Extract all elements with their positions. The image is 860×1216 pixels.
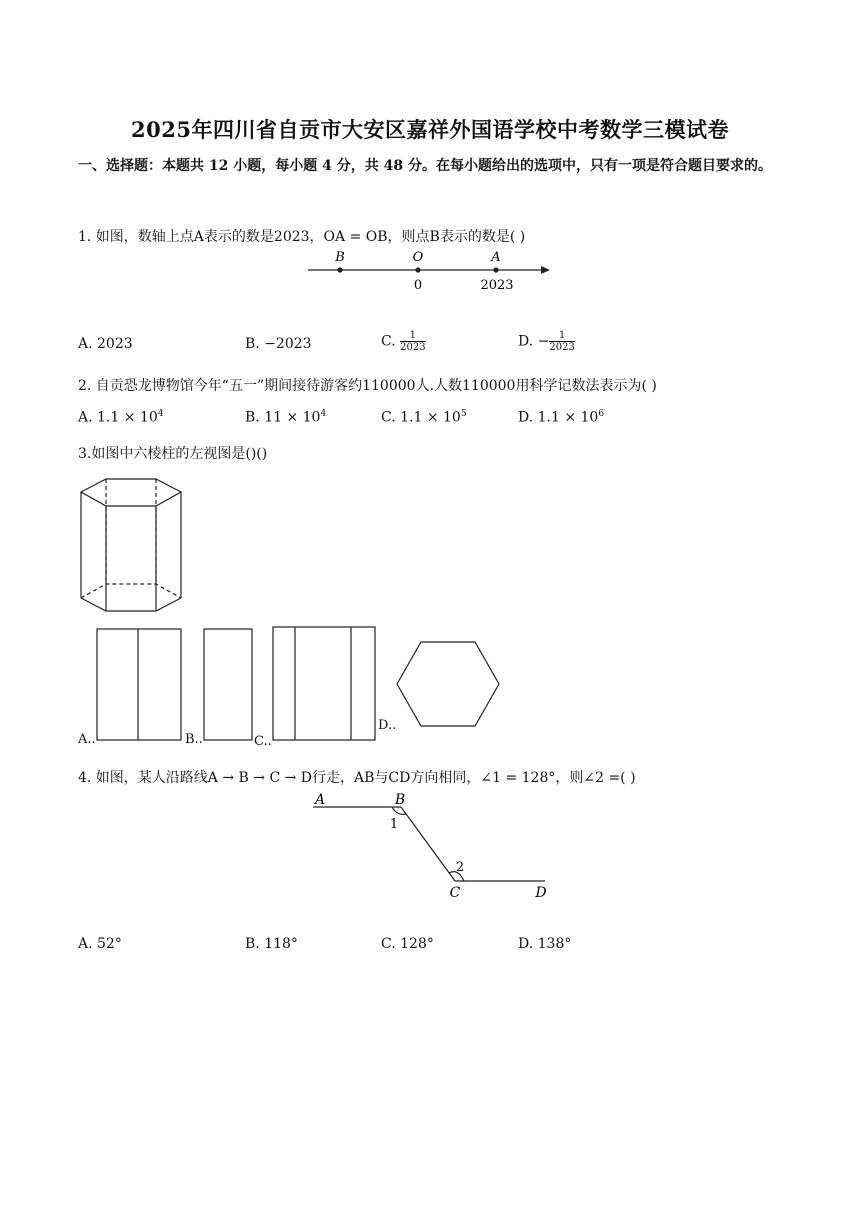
label-zero: 0 (413, 278, 423, 293)
section-heading: 一、选择题：本题共 12 小题，每小题 4 分，共 48 分。在每小题给出的选项中，只有一项是符合题目要求的。 (78, 158, 772, 174)
label-o: O (412, 250, 424, 265)
q1-option-d-fraction: $\frac{1}{2023}$ (549, 330, 575, 353)
prism-bottom-back (81, 584, 181, 598)
q4-option-c[interactable]: C. 128° (381, 936, 434, 952)
q1-option-c-fraction: $\frac{1}{2023}$ (400, 330, 426, 353)
q1-option-c[interactable] (381, 330, 426, 353)
question-1-stem: 1. 如图，数轴上点A表示的数是2023，OA = OB，则点B表示的数是( ) (78, 229, 526, 245)
point-a-dot (493, 267, 498, 272)
label-a: A (314, 792, 326, 808)
angle-2-label: 2 (455, 860, 465, 875)
prism-bottom-front (81, 598, 181, 611)
point-b-dot (337, 267, 342, 272)
option-b-view[interactable] (202, 627, 256, 743)
prism-top-face (81, 479, 181, 506)
label-b: B (394, 792, 406, 808)
angle-1-label: 1 (389, 817, 399, 832)
point-o-dot (415, 267, 420, 272)
q2-option-c[interactable]: C. $1.1 \times 10^5$ (381, 409, 467, 426)
number-line-figure (300, 246, 560, 296)
q1-option-c-prefix: C. (381, 333, 401, 350)
hexagonal-prism-figure (76, 474, 186, 616)
q1-option-b[interactable]: B. −2023 (245, 336, 312, 352)
q2-option-b[interactable]: B. $11 \times 10^4$ (245, 409, 327, 426)
label-d: D (535, 885, 547, 901)
path-figure (305, 790, 555, 902)
q3-option-a-label[interactable]: A.. (78, 732, 96, 747)
option-c-view[interactable] (271, 625, 378, 743)
question-4-stem: 4. 如图，某人沿路线A → B → C → D行走，AB与CD方向相同，∠1 = 128°，则∠2 =( ) (78, 770, 636, 786)
q3-option-c-label[interactable]: C.. (254, 734, 272, 749)
number-line-arrow (541, 266, 550, 274)
label-a: A (491, 250, 501, 265)
label-b: B (335, 250, 345, 265)
exam-title: 2025年四川省自贡市大安区嘉祥外国语学校中考数学三模试卷 (131, 117, 729, 142)
q4-option-a[interactable]: A. 52° (78, 936, 122, 952)
q1-option-d[interactable] (518, 330, 575, 353)
segment-bc (401, 807, 455, 881)
question-3-stem: 3.如图中六棱柱的左视图是()() (78, 446, 268, 462)
q3-option-b-label[interactable]: B.. (185, 732, 203, 747)
q1-option-a[interactable]: A. 2023 (78, 336, 133, 352)
q2-option-d[interactable]: D. $1.1 \times 10^6$ (518, 409, 605, 426)
option-d-view[interactable] (394, 638, 502, 730)
label-c: C (449, 885, 461, 901)
option-a-view[interactable] (95, 627, 185, 743)
q4-option-d[interactable]: D. 138° (518, 936, 572, 952)
label-2023: 2023 (480, 278, 514, 293)
q3-option-d-label[interactable]: D.. (378, 718, 397, 733)
q4-option-b[interactable]: B. 118° (245, 936, 298, 952)
q1-option-d-prefix: D. − (518, 333, 550, 350)
question-2-stem: 2. 自贡恐龙博物馆今年“五一”期间接待游客约110000人.人数110000用科学记数法表示为( ) (78, 378, 657, 394)
q2-option-a[interactable]: A. $1.1 \times 10^4$ (78, 409, 164, 426)
